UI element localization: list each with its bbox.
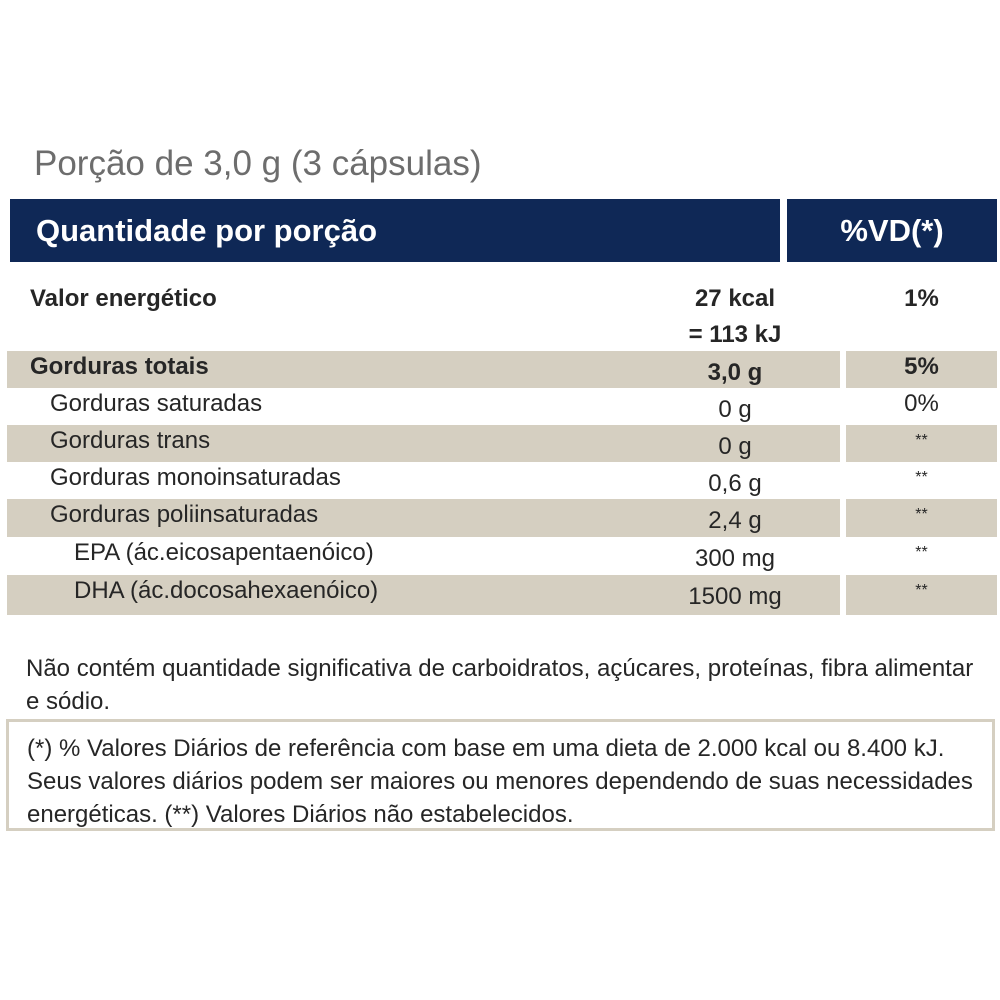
row-amount: 2,4 g (708, 507, 762, 534)
header-quantity-label: Quantidade por porção (36, 212, 378, 248)
portion-size: Porção de 3,0 g (3 cápsulas) (34, 144, 482, 183)
row-name: Gorduras saturadas (50, 390, 263, 417)
row-energy-name: Valor energético (30, 285, 217, 312)
table-row (0, 462, 1000, 499)
footnote-box (6, 719, 995, 831)
row-vd: ** (915, 432, 928, 449)
row-vd: 0% (904, 390, 939, 417)
row-energy-kj: = 113 kJ (688, 321, 782, 348)
table-row (0, 499, 1000, 537)
table-row (0, 425, 1000, 462)
header-vd (787, 199, 997, 262)
table-row (0, 537, 1000, 575)
table-row (0, 388, 1000, 425)
row-name: Gorduras monoinsaturadas (50, 464, 341, 491)
row-amount: 3,0 g (707, 359, 763, 386)
nutrition-note: Não contém quantidade significativa de carboidratos, açúcares, proteínas, fibra alimentar e sódio. (26, 655, 974, 715)
row-vd: ** (915, 469, 928, 486)
row-amount: 0,6 g (708, 470, 762, 497)
row-amount: 0 g (718, 396, 752, 423)
row-amount: 300 mg (694, 545, 776, 572)
row-vd: 5% (904, 353, 939, 380)
row-name: EPA (ác.eicosapentaenóico) (74, 539, 374, 566)
row-name: Gorduras totais (30, 353, 209, 380)
row-energy-kcal: 27 kcal (694, 285, 776, 312)
row-amount: 0 g (718, 433, 752, 460)
row-vd: ** (915, 506, 928, 523)
row-amount: 1500 mg (688, 583, 782, 610)
row-vd: ** (915, 582, 928, 599)
header-quantity (10, 199, 780, 262)
footnote-text: (*) % Valores Diários de referência com base em uma dieta de 2.000 kcal ou 8.400 kJ. Seus valores diários podem ser maiores ou menores dependendo de suas necessidades energéticas. (**) Valores Diários não estabelecidos. (27, 735, 973, 828)
table-row (0, 575, 1000, 615)
header-vd-label: %VD(*) (840, 212, 944, 248)
row-vd: ** (915, 544, 928, 561)
row-energy-vd: 1% (904, 285, 939, 312)
row-name: Gorduras poliinsaturadas (50, 501, 319, 528)
row-name: Gorduras trans (50, 427, 211, 454)
row-name: DHA (ác.docosahexaenóico) (74, 577, 379, 604)
table-row (0, 351, 1000, 388)
row-energy (0, 283, 1000, 347)
